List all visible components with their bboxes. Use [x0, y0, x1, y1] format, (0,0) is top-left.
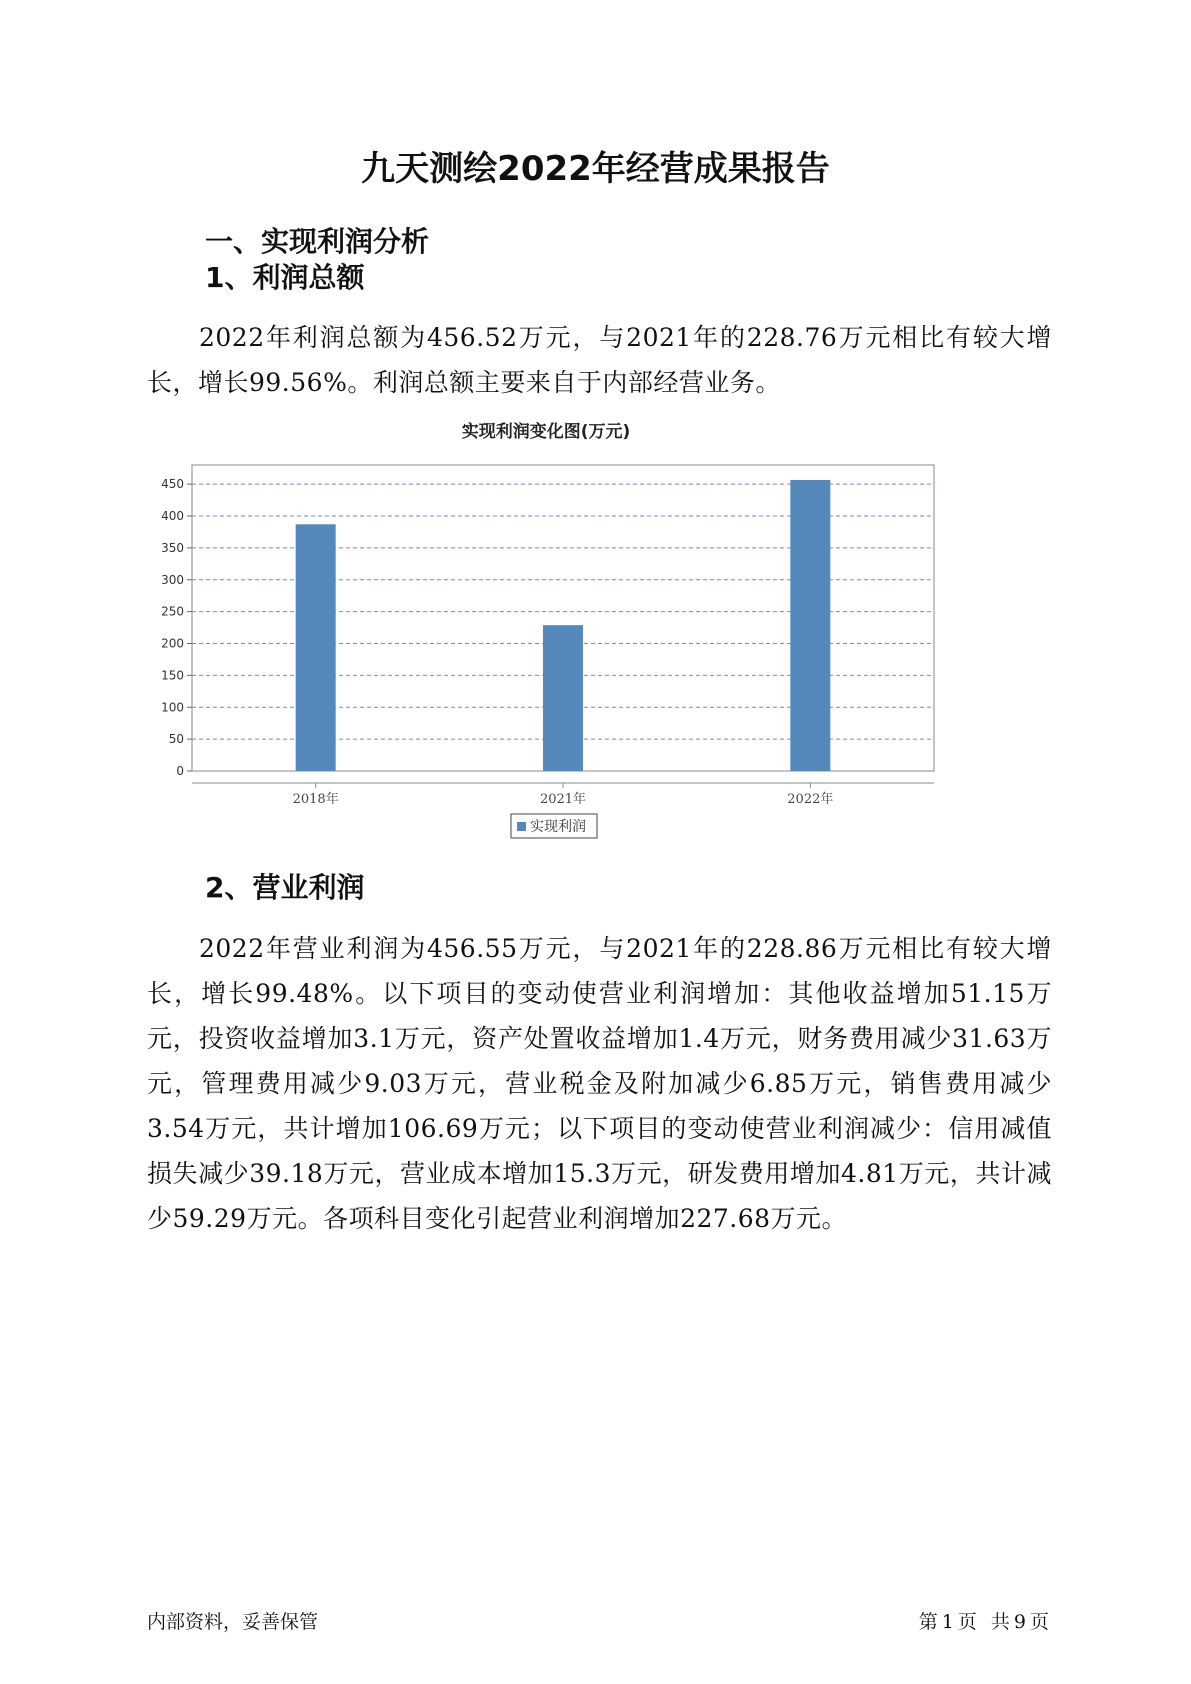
- paragraph-total-profit: 2022年利润总额为456.52万元，与2021年的228.76万元相比有较大增长，增长99.56%。利润总额主要来自于内部经营业务。: [147, 323, 1052, 397]
- bar: [543, 625, 583, 771]
- legend-label: 实现利润: [530, 819, 586, 835]
- subsection-heading-total-profit: 1、利润总额: [205, 261, 365, 294]
- y-tick-label: 150: [161, 668, 184, 683]
- y-tick-label: 350: [161, 540, 184, 555]
- footer-total-unit: 页: [1029, 1611, 1049, 1633]
- subsection-heading-operating-profit: 2、营业利润: [205, 871, 365, 904]
- profit-chart: [150, 422, 1040, 915]
- bar: [790, 480, 830, 771]
- profit-chart-svg: [150, 422, 1040, 915]
- paragraph-operating-profit: 2022年营业利润为456.55万元，与2021年的228.86万元相比有较大增长，增长99.48%。以下项目的变动使营业利润增加：其他收益增加51.15万元，投资收益增加3.1万元，资产处置收益增加1.4万元，财务费用减少31.63万元，管理费用减少9.03万元，营业税金及附加减少6.85万元，销售费用减少3.54万元，共计增加106.69万元；以下项目的变动使营业利润减少：信用减值损失减少39.18万元，营业成本增加15.3万元，研发费用增加4.81万元，共计减少59.29万元。各项科目变化引起营业利润增加227.68万元。: [147, 934, 1052, 1233]
- y-tick-label: 100: [161, 700, 184, 715]
- footer-page-prefix: 第: [918, 1611, 938, 1633]
- chart-title: 实现利润变化图(万元): [461, 422, 631, 442]
- x-tick-label: 2022年: [787, 792, 834, 807]
- x-tick-label: 2021年: [539, 792, 587, 807]
- footer-page-total: 9: [1013, 1611, 1026, 1633]
- y-tick-label: 50: [168, 732, 184, 747]
- y-tick-label: 250: [161, 604, 184, 619]
- x-tick-label: 2018年: [292, 792, 339, 807]
- section-heading-profit-analysis: 一、实现利润分析: [205, 225, 430, 258]
- footer-page-current: 1: [941, 1611, 954, 1633]
- bar: [296, 524, 336, 771]
- document-title: 九天测绘2022年经营成果报告: [361, 149, 830, 189]
- footer-confidential-note: 内部资料，妥善保管: [147, 1611, 319, 1633]
- y-tick-label: 300: [161, 572, 184, 587]
- y-tick-label: 450: [161, 477, 184, 492]
- y-tick-label: 200: [161, 636, 184, 651]
- footer-page-info: [917, 1607, 1051, 1634]
- footer-page-unit: 页: [957, 1611, 977, 1633]
- footer-total-prefix: 共: [990, 1611, 1010, 1633]
- y-tick-label: 0: [176, 764, 184, 778]
- legend-swatch: [517, 822, 526, 831]
- y-tick-label: 400: [161, 509, 184, 523]
